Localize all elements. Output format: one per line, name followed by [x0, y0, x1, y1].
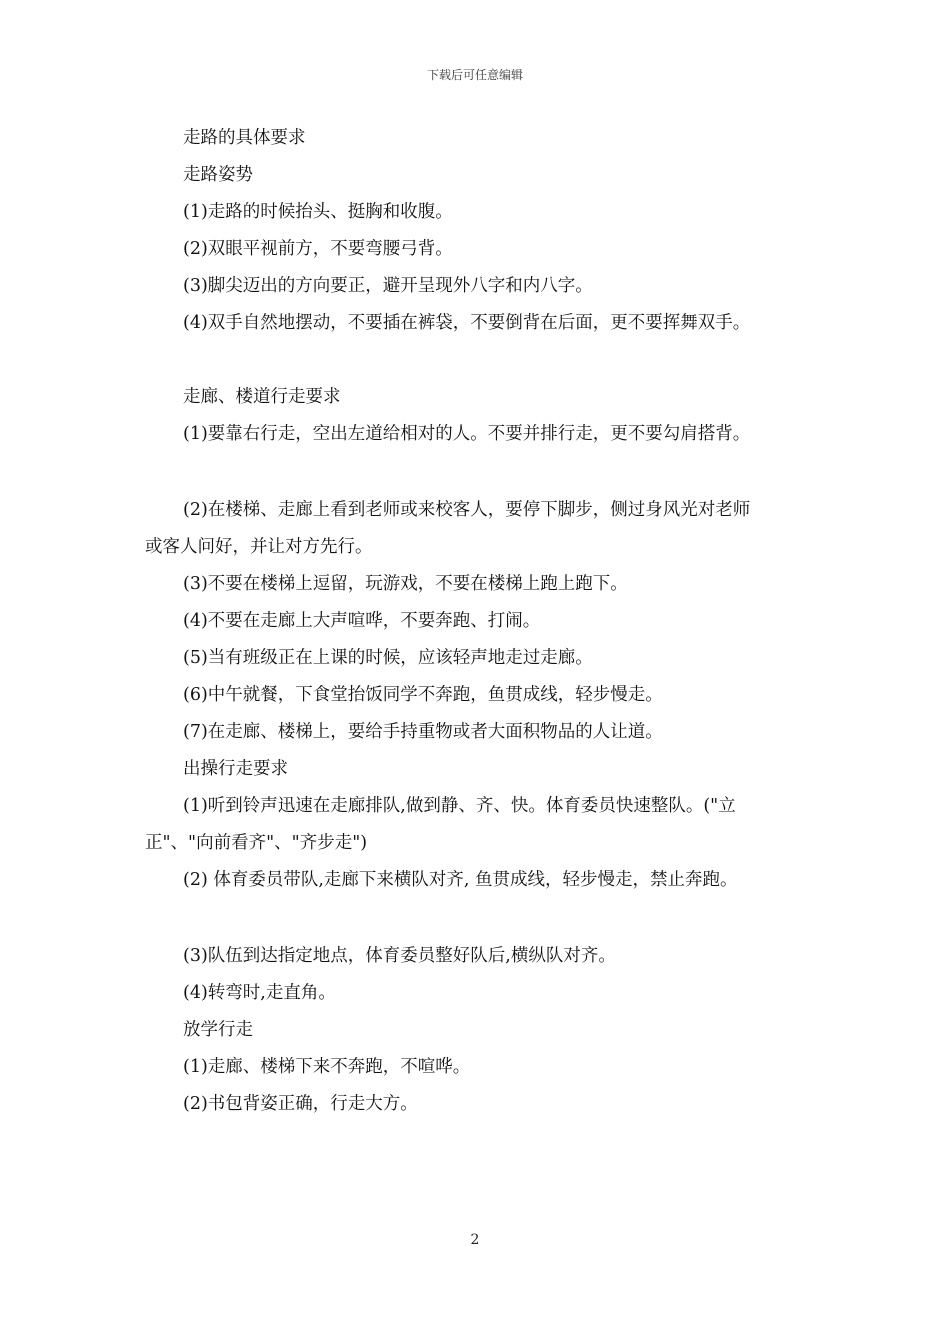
list-item: (3)不要在楼梯上逗留，玩游戏，不要在楼梯上跑上跑下。 — [183, 574, 628, 594]
list-item: (2) 体育委员带队,走廊下来横队对齐, 鱼贯成线，轻步慢走，禁止奔跑。 — [183, 870, 738, 890]
list-item: (3)脚尖迈出的方向要正，避开呈现外八字和内八字。 — [183, 276, 593, 296]
list-item: (4)转弯时,走直角。 — [183, 983, 336, 1003]
list-item: (2)在楼梯、走廊上看到老师或来校客人，要停下脚步，侧过身风光对老师 — [183, 500, 751, 520]
list-item: (1)走路的时候抬头、挺胸和收腹。 — [183, 202, 453, 222]
subheading-walking-posture: 走路姿势 — [183, 165, 253, 185]
list-item: (6)中午就餐，下食堂抬饭同学不奔跑，鱼贯成线，轻步慢走。 — [183, 685, 663, 705]
subheading-corridor: 走廊、楼道行走要求 — [183, 387, 341, 407]
list-item: (4)不要在走廊上大声喧哗，不要奔跑、打闹。 — [183, 611, 541, 631]
list-item-continuation: 正"、"向前看齐"、"齐步走") — [145, 833, 368, 853]
list-item: (2)书包背姿正确，行走大方。 — [183, 1094, 418, 1114]
list-item: (1)走廊、楼梯下来不奔跑，不喧哗。 — [183, 1057, 471, 1077]
list-item: (3)队伍到达指定地点，体育委员整好队后,横纵队对齐。 — [183, 946, 616, 966]
page-header: 下载后可任意编辑 — [426, 68, 523, 82]
heading-walking-requirements: 走路的具体要求 — [183, 128, 306, 148]
list-item: (5)当有班级正在上课的时候，应该轻声地走过走廊。 — [183, 648, 593, 668]
list-item: (1)要靠右行走，空出左道给相对的人。不要并排行走，更不要勾肩搭背。 — [183, 424, 751, 444]
page-number: 2 — [470, 1232, 480, 1248]
list-item: (1)听到铃声迅速在走廊排队,做到静、齐、快。体育委员快速整队。("立 — [183, 796, 736, 816]
list-item: (4)双手自然地摆动，不要插在裤袋，不要倒背在后面，更不要挥舞双手。 — [183, 313, 751, 333]
list-item: (7)在走廊、楼梯上，要给手持重物或者大面积物品的人让道。 — [183, 722, 663, 742]
list-item: (2)双眼平视前方，不要弯腰弓背。 — [183, 239, 453, 259]
list-item-continuation: 或客人问好，并让对方先行。 — [145, 537, 373, 557]
subheading-exercise: 出操行走要求 — [183, 759, 288, 779]
subheading-after-school: 放学行走 — [183, 1020, 253, 1040]
